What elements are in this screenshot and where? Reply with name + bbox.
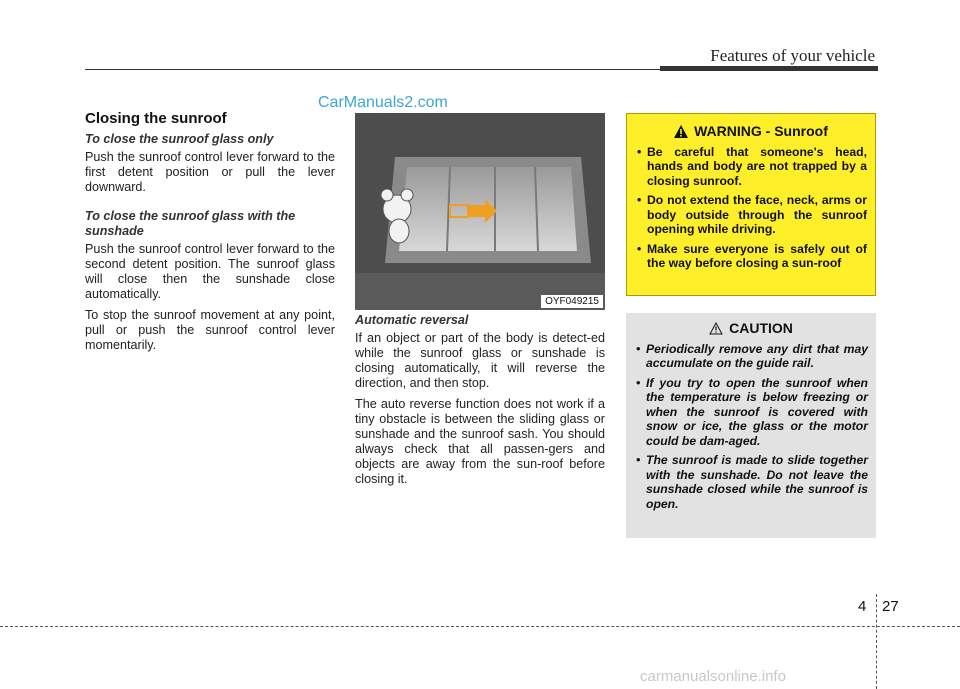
middle-column (355, 313, 605, 493)
warning-title: WARNING - Sunroof (694, 123, 828, 139)
footer-dashed-rule (0, 626, 960, 627)
subheading-glass-sunshade: To close the sunroof glass with the sunshade (85, 209, 296, 238)
warning-title-row (635, 124, 867, 139)
warning-triangle-icon (674, 125, 688, 138)
caution-title: CAUTION (729, 320, 793, 336)
page-number: 27 (882, 598, 899, 615)
section-heading: Closing the sunroof (85, 110, 227, 127)
paragraph-stop-movement: To stop the sunroof movement at any point, pull or push the sunroof control lever momentarily. (85, 308, 335, 352)
caution-item: • If you try to open the sunroof when the temperature is below freezing or when the sunroof is covered with snow or ice, the glass or the motor could be dam-aged. (634, 376, 868, 449)
paragraph-glass-sunshade: Push the sunroof control lever forward to the second detent position. The sunroof glass will close then the sunshade close automatically. (85, 242, 335, 301)
section-header-title: Features of your vehicle (710, 46, 875, 65)
caution-item: • The sunroof is made to slide together with the sunshade. Do not leave the sunshade closed while the sunroof is open. (634, 453, 868, 511)
sunroof-drawing (355, 113, 605, 310)
header-rule-thick (660, 66, 878, 71)
warning-item: • Make sure everyone is safely out of the way before closing a sun-roof (635, 242, 867, 271)
caution-item: • Periodically remove any dirt that may accumulate on the guide rail. (634, 342, 868, 371)
warning-item: • Be careful that someone's head, hands and body are not trapped by a closing sunroof. (635, 145, 867, 189)
caution-triangle-icon (709, 322, 723, 335)
warning-item: • Do not extend the face, neck, arms or body outside through the sunroof opening while driving. (635, 193, 867, 237)
site-watermark: CarManuals2.com (318, 94, 448, 111)
paragraph-auto-reverse-limits: The auto reverse function does not work if a tiny obstacle is between the sliding glass or sunshade and the sunroof sash. You should always check that all passen-gers and objects are away from the sun-roof before closing it. (355, 397, 605, 486)
paragraph-glass-only: Push the sunroof control lever forward to the first detent position or pull the lever downward. (85, 150, 335, 194)
subheading-glass-only: To close the sunroof glass only (85, 132, 274, 146)
left-column (85, 111, 335, 359)
footer-page-divider (876, 594, 877, 689)
header-rule-thin (85, 69, 660, 70)
page-chapter-number: 4 (858, 598, 867, 615)
subheading-automatic-reversal: Automatic reversal (355, 313, 469, 327)
paragraph-auto-reverse-detect: If an object or part of the body is detect-ed while the sunroof glass or sunshade is closing automatically, it will reverse the direction, and then stop. (355, 331, 605, 390)
figure-code: OYF049215 (541, 295, 603, 308)
warning-list (635, 145, 867, 271)
sunroof-illustration (355, 113, 605, 310)
caution-box (626, 313, 876, 538)
warning-box (626, 113, 876, 296)
footer-watermark: carmanualsonline.info (640, 668, 786, 685)
caution-title-row (634, 321, 868, 336)
caution-list (634, 342, 868, 512)
